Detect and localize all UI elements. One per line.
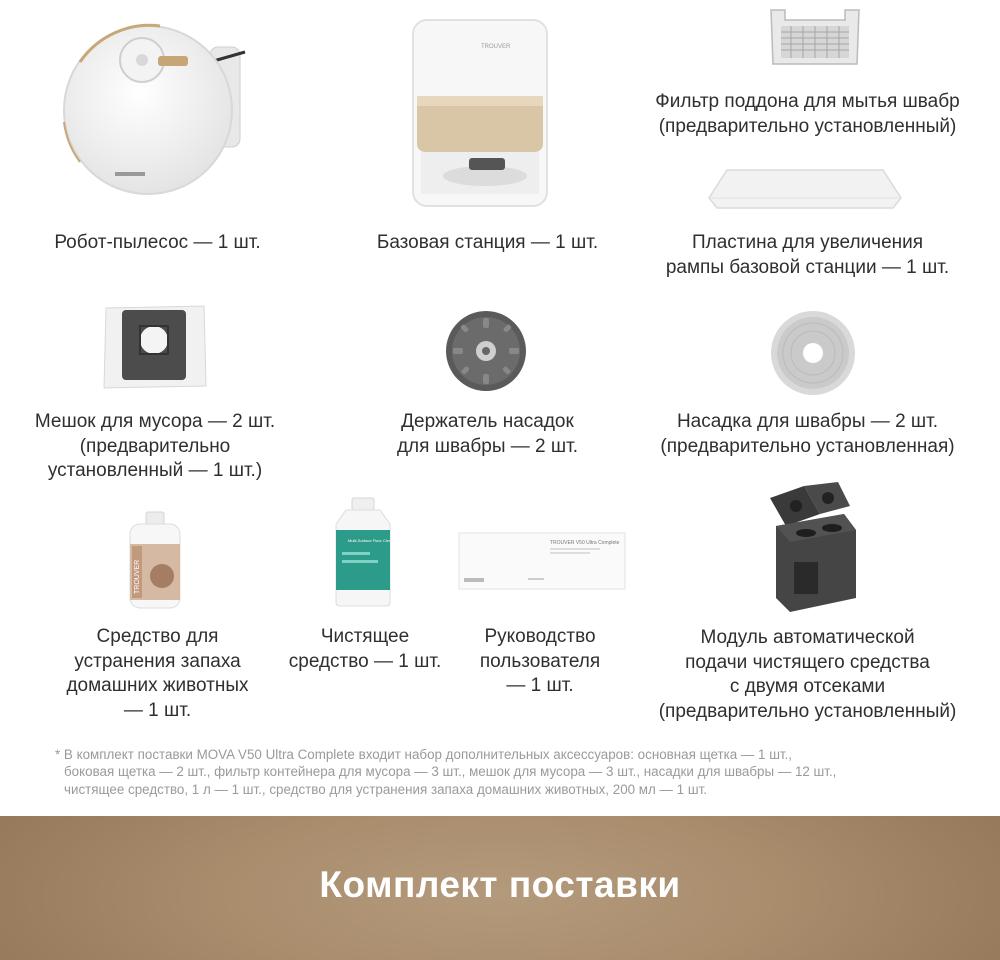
user-manual-image [458, 532, 626, 590]
mop-holder-image [443, 308, 529, 394]
cleaner-caption: Чистящее средство — 1 шт. [288, 626, 442, 672]
odor-remover-image [124, 510, 186, 610]
robot-vacuum-image [60, 22, 250, 202]
footnote [55, 746, 975, 798]
mop-pad-image [768, 308, 858, 398]
dust-bag-image [100, 302, 210, 390]
ramp-plate-image [705, 164, 905, 214]
dust-bag-caption: Мешок для мусора — 2 шт. (предварительно установленный — 1 шт.) [34, 411, 276, 481]
robot-caption: Робот-пылесос — 1 шт. [54, 232, 261, 253]
footnote-line: * В комплект поставки MOVA V50 Ultra Complete входит набор дополнительных аксессуаров: основная щетка — 1 шт., [55, 747, 793, 762]
mop-pad-caption: Насадка для швабры — 2 шт. (предварительно установленная) [660, 411, 955, 457]
dispenser-module-image [760, 478, 860, 618]
tray-filter-image [765, 4, 865, 72]
odor-brand: TROUVER [134, 559, 141, 594]
odor-caption: Средство для устранения запаха домашних животных — 1 шт. [66, 626, 249, 721]
station-caption: Базовая станция — 1 шт. [376, 232, 599, 253]
footnote-line: чистящее средство, 1 л — 1 шт., средство для устранения запаха домашних животных, 200 мл — 1 шт. [64, 781, 707, 797]
footnote-line: боковая щетка — 2 шт., фильтр контейнера для мусора — 3 шт., мешок для мусора — 3 шт., насадки для швабры — 12 шт., [64, 764, 837, 780]
tray-filter-caption: Фильтр поддона для мытья швабр (предварительно установленный) [655, 91, 960, 137]
ramp-caption: Пластина для увеличения рампы базовой станции — 1 шт. [665, 232, 950, 278]
manual-caption: Руководство пользователя — 1 шт. [479, 626, 601, 696]
page-title: Комплект поставки [319, 864, 681, 905]
station-brand: TROUVER [481, 44, 511, 50]
cleaner-bottle-image [328, 496, 398, 608]
mop-holder-caption: Держатель насадок для швабры — 2 шт. [396, 411, 579, 457]
manual-title: TROUVER V50 Ultra Complete [550, 540, 620, 546]
cleaner-brand: Multi-Surface Floor Cleaner [348, 538, 397, 543]
dispenser-caption: Модуль автоматической подачи чистящего средства с двумя отсеками (предварительно установленный) [658, 627, 957, 722]
base-station-image [405, 18, 555, 208]
